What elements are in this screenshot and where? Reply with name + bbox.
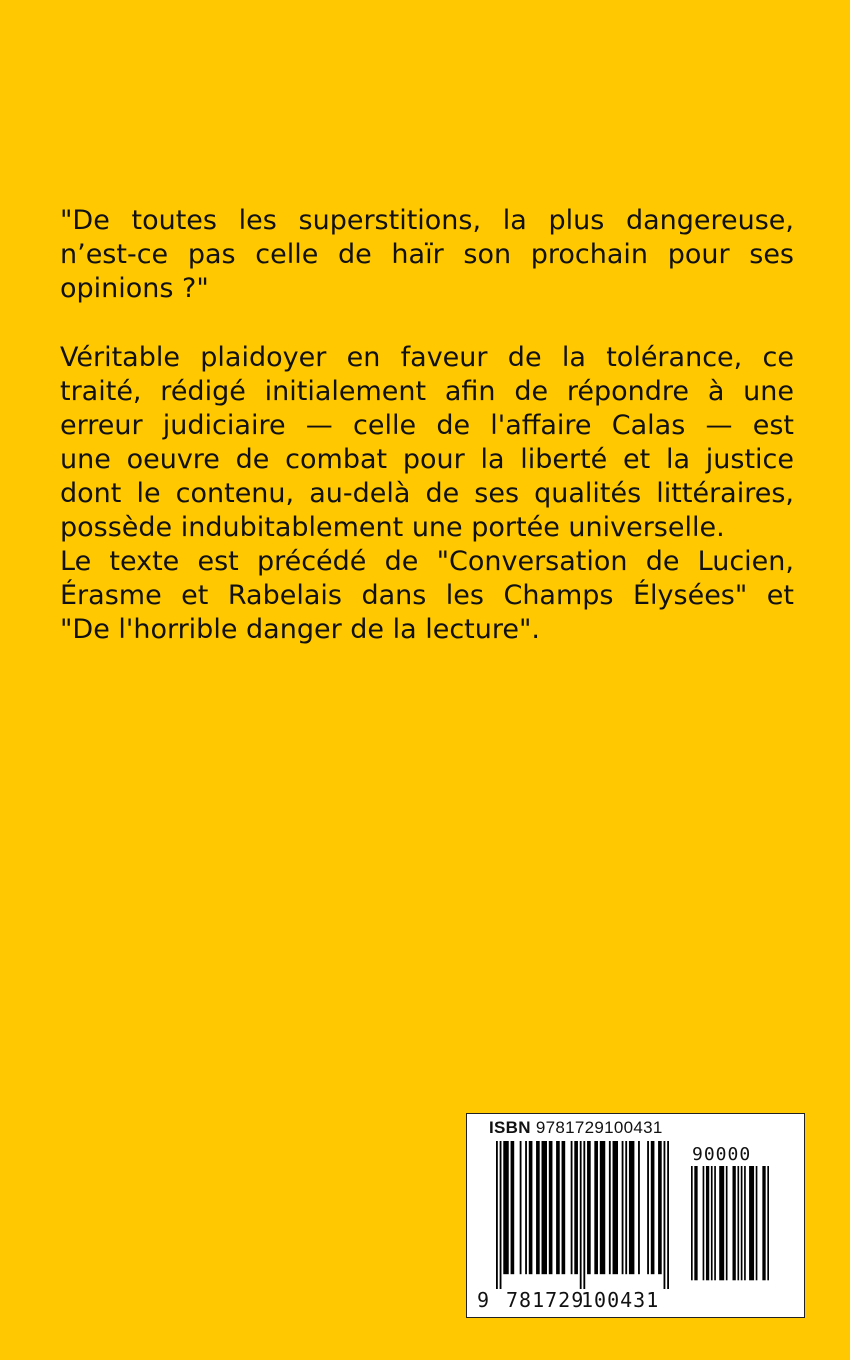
isbn-prefix: ISBN bbox=[489, 1118, 531, 1137]
barcode-digits-left: 781729 bbox=[506, 1288, 585, 1312]
ean13-bar bbox=[629, 1141, 634, 1274]
addon-bar bbox=[756, 1166, 758, 1280]
description-line: traité, rédigé initialement afin de répondre à une bbox=[60, 376, 794, 407]
ean13-guard-bar bbox=[583, 1141, 585, 1289]
addon-bar bbox=[767, 1166, 769, 1280]
description-line: Le texte est précédé de "Conversation de Lucien, bbox=[60, 546, 794, 577]
ean13-bar bbox=[638, 1141, 640, 1274]
addon-bar bbox=[714, 1166, 716, 1280]
ean13-bar bbox=[511, 1141, 515, 1274]
ean13-bar bbox=[556, 1141, 560, 1274]
description-line: Véritable plaidoyer en faveur de la tolérance, ce bbox=[60, 342, 794, 373]
addon-bar bbox=[711, 1166, 713, 1280]
ean13-guard-bar bbox=[667, 1141, 669, 1289]
description-line: Érasme et Rabelais dans les Champs Élysées" et bbox=[60, 580, 794, 611]
book-description bbox=[60, 341, 794, 647]
price-addon-bars bbox=[691, 1166, 769, 1293]
addon-bar bbox=[737, 1166, 739, 1280]
isbn-label bbox=[489, 1118, 663, 1138]
addon-bar bbox=[749, 1166, 754, 1280]
barcode-digit-first: 9 bbox=[477, 1288, 490, 1312]
isbn-barcode bbox=[466, 1113, 805, 1318]
ean13-bar bbox=[600, 1141, 605, 1274]
ean13-bar bbox=[574, 1141, 578, 1274]
description-line: une oeuvre de combat pour la liberté et la justice bbox=[60, 444, 794, 475]
addon-bar bbox=[703, 1166, 705, 1280]
ean13-bar bbox=[613, 1141, 618, 1274]
ean13-bar bbox=[542, 1141, 547, 1274]
ean13-bar bbox=[503, 1141, 508, 1274]
epigraph-quote bbox=[60, 204, 794, 306]
ean13-bars bbox=[496, 1141, 669, 1289]
isbn-number: 9781729100431 bbox=[535, 1118, 663, 1137]
quote-line: opinions ?" bbox=[60, 273, 209, 304]
addon-bar bbox=[744, 1166, 746, 1280]
ean13-bar bbox=[520, 1141, 522, 1274]
addon-bar bbox=[762, 1166, 765, 1280]
addon-bar bbox=[719, 1166, 724, 1280]
description-line: erreur judiciaire — celle de l'affaire Calas — est bbox=[60, 410, 794, 441]
quote-line: "De toutes les superstitions, la plus dangereuse, bbox=[60, 205, 794, 236]
addon-bar bbox=[694, 1166, 697, 1280]
addon-bar bbox=[726, 1166, 728, 1280]
ean13-bar bbox=[594, 1141, 598, 1274]
ean13-bar bbox=[625, 1141, 627, 1274]
ean13-guard-bar bbox=[664, 1141, 666, 1289]
ean13-bar bbox=[647, 1141, 649, 1274]
ean13-bar bbox=[571, 1141, 573, 1274]
ean13-guard-bar bbox=[500, 1141, 502, 1289]
ean13-bar bbox=[622, 1141, 624, 1274]
description-line: possède indubitablement une portée universelle. bbox=[60, 512, 725, 543]
addon-bar bbox=[691, 1166, 693, 1280]
addon-bar bbox=[732, 1166, 735, 1280]
ean13-bar bbox=[549, 1141, 553, 1274]
ean13-guard-bar bbox=[580, 1141, 582, 1289]
ean13-bar bbox=[658, 1141, 662, 1274]
price-code: 90000 bbox=[692, 1144, 752, 1165]
quote-line: n’est-ce pas celle de haïr son prochain pour ses bbox=[60, 239, 794, 270]
ean13-guard-bar bbox=[496, 1141, 498, 1289]
ean13-bar bbox=[587, 1141, 591, 1274]
ean13-bar bbox=[525, 1141, 527, 1274]
barcode-digits-right: 100431 bbox=[581, 1288, 660, 1312]
addon-bar bbox=[706, 1166, 709, 1280]
ean13-bar bbox=[529, 1141, 533, 1274]
ean13-bar bbox=[536, 1141, 540, 1274]
description-line: dont le contenu, au-delà de ses qualités littéraires, bbox=[60, 478, 794, 509]
addon-bar bbox=[741, 1166, 743, 1280]
ean13-bar bbox=[651, 1141, 655, 1274]
description-line: "De l'horrible danger de la lecture". bbox=[60, 614, 540, 645]
ean13-bar bbox=[609, 1141, 611, 1274]
ean13-bar bbox=[562, 1141, 566, 1274]
